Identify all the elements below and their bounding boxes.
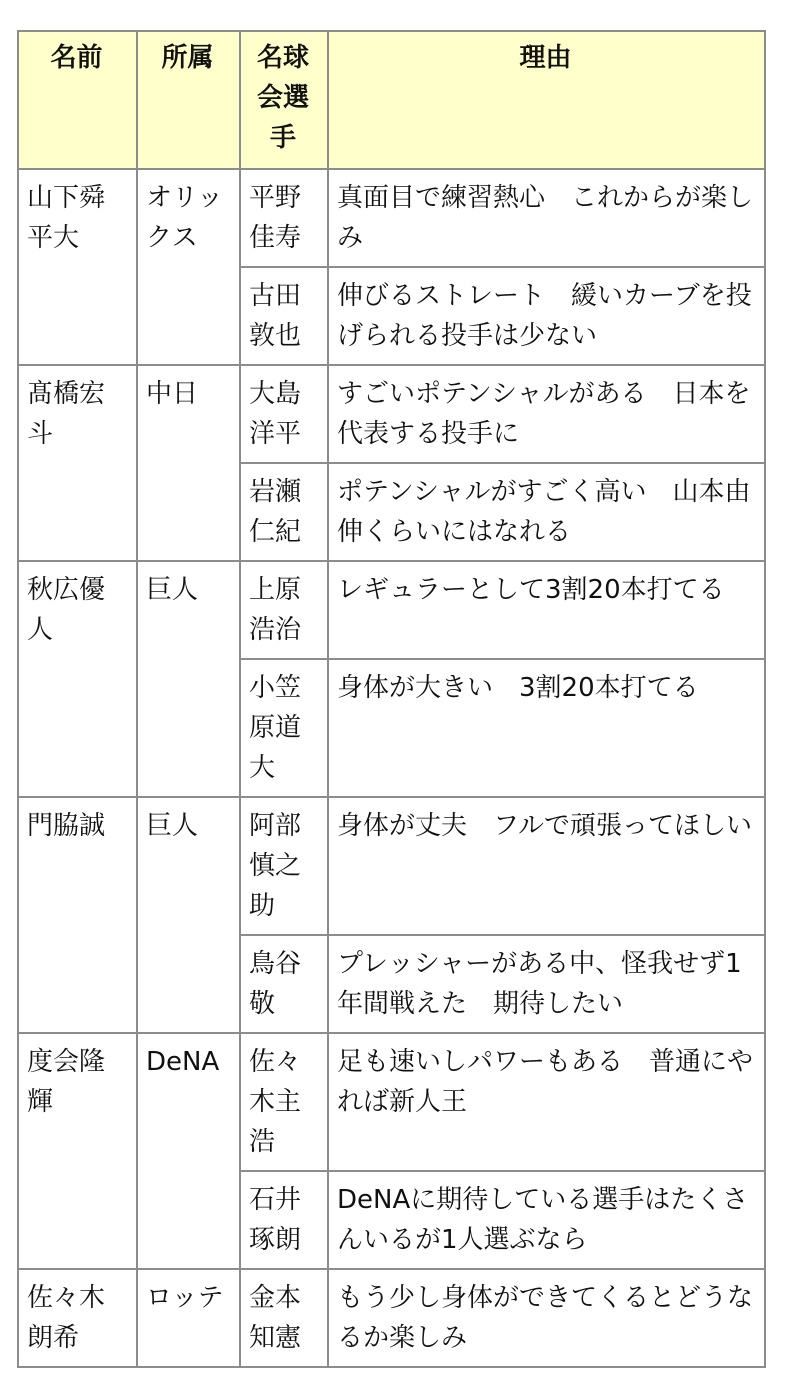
star-cell: 大島洋平	[240, 365, 328, 463]
table-row	[18, 1269, 765, 1367]
reason-cell: 足も速いしパワーもある 普通にやれば新人王	[328, 1033, 765, 1171]
team-cell: 中日	[137, 365, 240, 561]
star-cell: 平野佳寿	[240, 169, 328, 267]
reason-cell: DeNAに期待している選手はたくさんいるが1人選ぶなら	[328, 1171, 765, 1269]
header-reason: 理由	[328, 31, 765, 169]
star-cell: 佐々木主浩	[240, 1033, 328, 1171]
player-name-cell: 山下舜平大	[18, 169, 137, 365]
star-cell: 古田敦也	[240, 267, 328, 365]
star-cell: 上原浩治	[240, 561, 328, 659]
table-row	[18, 169, 765, 267]
reason-cell: プレッシャーがある中、怪我せず1年間戦えた 期待したい	[328, 935, 765, 1033]
table-row	[18, 1033, 765, 1171]
reason-cell: 身体が丈夫 フルで頑張ってほしい	[328, 797, 765, 935]
table-row	[18, 561, 765, 659]
reason-cell: もう少し身体ができてくるとどうなるか楽しみ	[328, 1269, 765, 1367]
team-cell: DeNA	[137, 1033, 240, 1269]
player-name-cell: 秋広優人	[18, 561, 137, 797]
star-cell: 岩瀬仁紀	[240, 463, 328, 561]
reason-cell: 伸びるストレート 緩いカーブを投げられる投手は少ない	[328, 267, 765, 365]
star-cell: 金本知憲	[240, 1269, 328, 1367]
header-star: 名球会選手	[240, 31, 328, 169]
team-cell: オリックス	[137, 169, 240, 365]
star-cell: 小笠原道大	[240, 659, 328, 797]
player-table	[17, 30, 766, 1368]
header-row	[18, 31, 765, 169]
player-name-cell: 度会隆輝	[18, 1033, 137, 1269]
team-cell: ロッテ	[137, 1269, 240, 1367]
player-name-cell: 門脇誠	[18, 797, 137, 1033]
reason-cell: ポテンシャルがすごく高い 山本由伸くらいにはなれる	[328, 463, 765, 561]
star-cell: 鳥谷敬	[240, 935, 328, 1033]
table-row	[18, 797, 765, 935]
player-name-cell: 髙橋宏斗	[18, 365, 137, 561]
header-team: 所属	[137, 31, 240, 169]
team-cell: 巨人	[137, 797, 240, 1033]
team-cell: 巨人	[137, 561, 240, 797]
table-row	[18, 365, 765, 463]
reason-cell: 身体が大きい 3割20本打てる	[328, 659, 765, 797]
header-name: 名前	[18, 31, 137, 169]
player-name-cell: 佐々木朗希	[18, 1269, 137, 1367]
star-cell: 阿部慎之助	[240, 797, 328, 935]
reason-cell: レギュラーとして3割20本打てる	[328, 561, 765, 659]
star-cell: 石井琢朗	[240, 1171, 328, 1269]
reason-cell: 真面目で練習熱心 これからが楽しみ	[328, 169, 765, 267]
reason-cell: すごいポテンシャルがある 日本を代表する投手に	[328, 365, 765, 463]
